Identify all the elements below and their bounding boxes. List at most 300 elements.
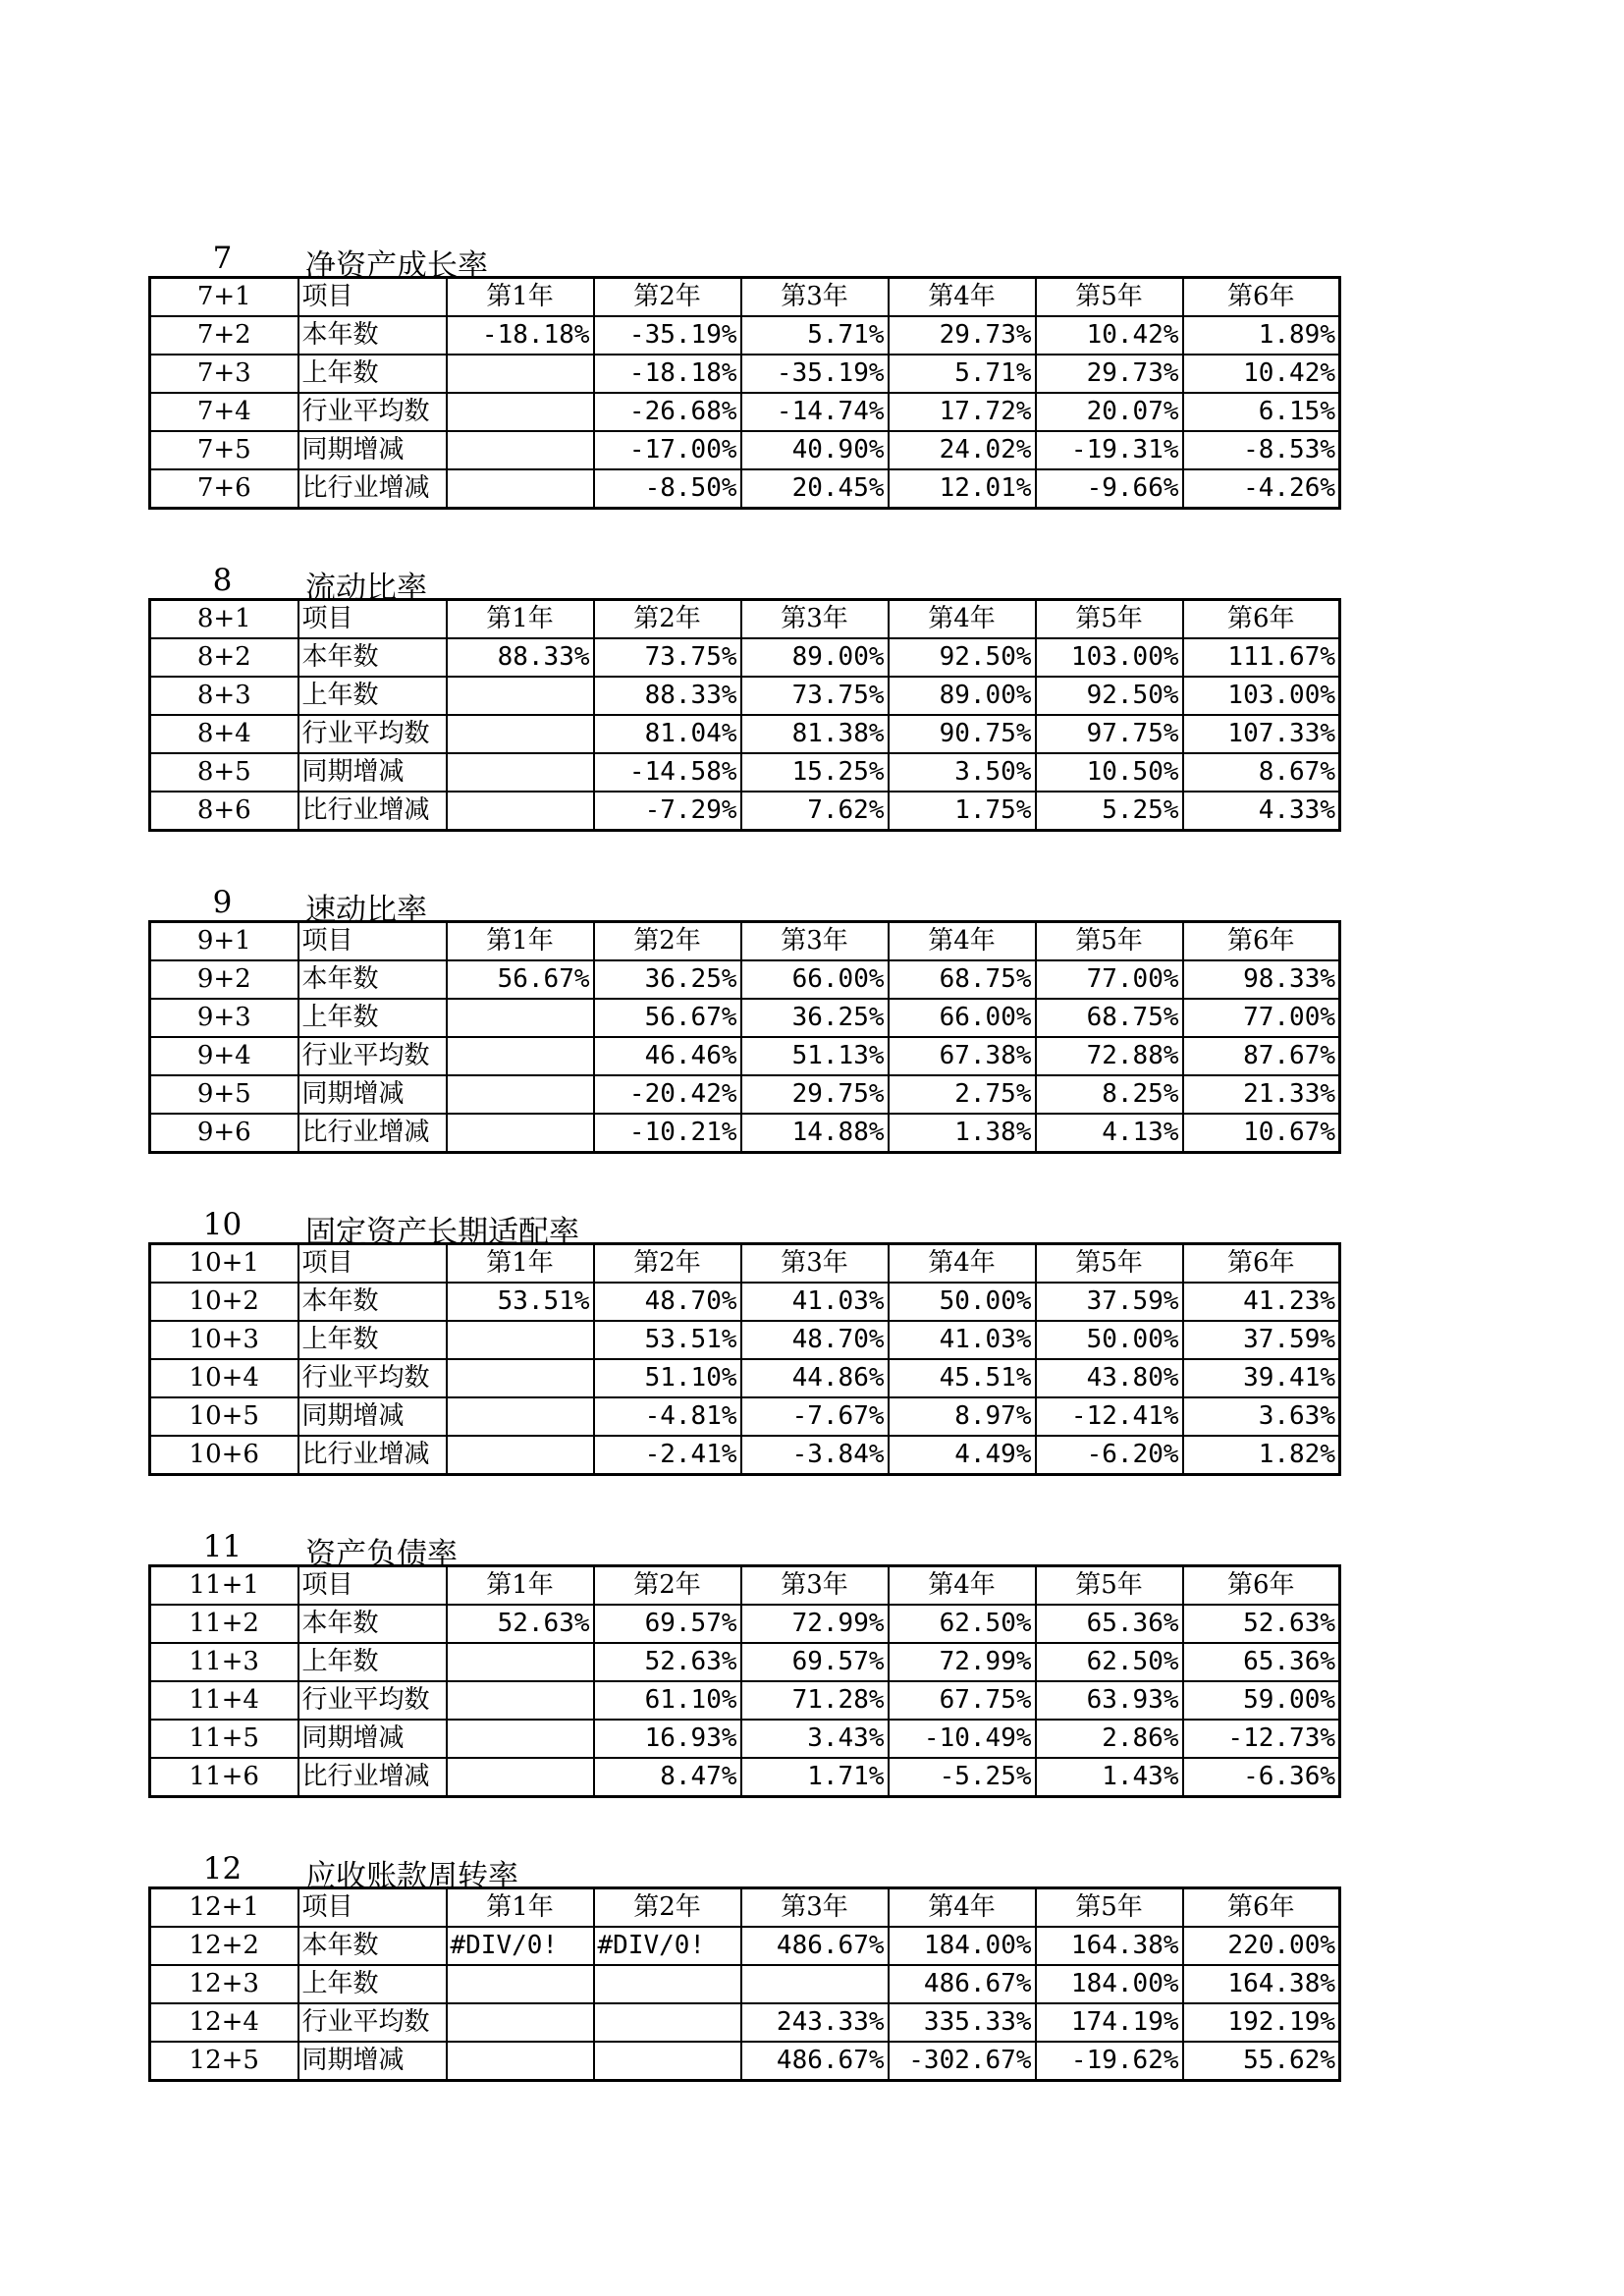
- year-header-cell[interactable]: 第1年: [447, 1888, 594, 1928]
- year-header-cell[interactable]: 第5年: [1036, 1566, 1183, 1606]
- value-cell[interactable]: 10.42%: [1183, 355, 1340, 393]
- row-label-cell[interactable]: 上年数: [298, 1643, 447, 1681]
- row-code-cell[interactable]: 8+5: [150, 753, 298, 792]
- value-cell[interactable]: 87.67%: [1183, 1037, 1340, 1075]
- row-label-cell[interactable]: 项目: [298, 922, 447, 961]
- value-cell[interactable]: 61.10%: [594, 1681, 741, 1720]
- table-row: [150, 1681, 1340, 1720]
- row-label-cell[interactable]: 项目: [298, 278, 447, 317]
- year-header-cell[interactable]: 第5年: [1036, 278, 1183, 317]
- value-cell[interactable]: -4.26%: [1183, 469, 1340, 509]
- value-cell[interactable]: 335.33%: [889, 2003, 1036, 2042]
- value-cell[interactable]: 2.75%: [889, 1075, 1036, 1114]
- row-code-cell[interactable]: 11+6: [150, 1758, 298, 1797]
- row-code-cell[interactable]: 9+4: [150, 1037, 298, 1075]
- value-cell[interactable]: 2.86%: [1036, 1720, 1183, 1758]
- row-label-cell[interactable]: 行业平均数: [298, 1359, 447, 1397]
- value-cell[interactable]: 66.00%: [741, 960, 889, 999]
- row-code-cell[interactable]: 11+2: [150, 1605, 298, 1643]
- row-label-cell[interactable]: 上年数: [298, 355, 447, 393]
- value-cell[interactable]: [447, 355, 594, 393]
- value-cell[interactable]: [447, 1037, 594, 1075]
- value-cell[interactable]: 10.50%: [1036, 753, 1183, 792]
- value-cell[interactable]: -9.66%: [1036, 469, 1183, 509]
- value-cell[interactable]: -14.58%: [594, 753, 741, 792]
- row-code-cell[interactable]: 9+3: [150, 999, 298, 1037]
- value-cell[interactable]: 65.36%: [1183, 1643, 1340, 1681]
- value-cell[interactable]: [447, 677, 594, 715]
- table-row: [150, 1037, 1340, 1075]
- value-cell[interactable]: 164.38%: [1183, 1965, 1340, 2003]
- year-header-cell[interactable]: 第2年: [594, 922, 741, 961]
- value-cell[interactable]: 174.19%: [1036, 2003, 1183, 2042]
- value-cell[interactable]: 3.63%: [1183, 1397, 1340, 1436]
- row-label-cell[interactable]: 比行业增减: [298, 1758, 447, 1797]
- row-label-cell[interactable]: 项目: [298, 1566, 447, 1606]
- value-cell[interactable]: -8.53%: [1183, 431, 1340, 469]
- value-cell[interactable]: 14.88%: [741, 1114, 889, 1153]
- value-cell[interactable]: 67.75%: [889, 1681, 1036, 1720]
- section-title: [148, 1849, 1338, 1894]
- table-row: [150, 355, 1340, 393]
- value-cell[interactable]: 164.38%: [1036, 1927, 1183, 1965]
- row-code-cell[interactable]: 10+5: [150, 1397, 298, 1436]
- row-code-cell[interactable]: 11+4: [150, 1681, 298, 1720]
- row-label-cell[interactable]: 行业平均数: [298, 1681, 447, 1720]
- value-cell[interactable]: [447, 2042, 594, 2081]
- year-header-cell[interactable]: 第5年: [1036, 922, 1183, 961]
- value-cell[interactable]: 68.75%: [889, 960, 1036, 999]
- value-cell[interactable]: 59.00%: [1183, 1681, 1340, 1720]
- value-cell[interactable]: 71.28%: [741, 1681, 889, 1720]
- value-cell[interactable]: [594, 1965, 741, 2003]
- value-cell[interactable]: 29.73%: [1036, 355, 1183, 393]
- value-cell[interactable]: 46.46%: [594, 1037, 741, 1075]
- year-header-cell[interactable]: 第4年: [889, 600, 1036, 639]
- value-cell[interactable]: 7.62%: [741, 792, 889, 831]
- value-cell[interactable]: 107.33%: [1183, 715, 1340, 753]
- value-cell[interactable]: 53.51%: [447, 1283, 594, 1321]
- value-cell[interactable]: #DIV/0!: [594, 1927, 741, 1965]
- value-cell[interactable]: 63.93%: [1036, 1681, 1183, 1720]
- table-row: [150, 1397, 1340, 1436]
- value-cell[interactable]: -26.68%: [594, 393, 741, 431]
- value-cell[interactable]: -6.36%: [1183, 1758, 1340, 1797]
- value-cell[interactable]: 486.67%: [889, 1965, 1036, 2003]
- row-code-cell[interactable]: 7+5: [150, 431, 298, 469]
- row-label-cell[interactable]: 本年数: [298, 1927, 447, 1965]
- value-cell[interactable]: -14.74%: [741, 393, 889, 431]
- value-cell[interactable]: 8.25%: [1036, 1075, 1183, 1114]
- table-row: [150, 393, 1340, 431]
- value-cell[interactable]: 184.00%: [889, 1927, 1036, 1965]
- value-cell[interactable]: -5.25%: [889, 1758, 1036, 1797]
- row-code-cell[interactable]: 12+1: [150, 1888, 298, 1928]
- value-cell[interactable]: -17.00%: [594, 431, 741, 469]
- value-cell[interactable]: 52.63%: [594, 1643, 741, 1681]
- value-cell[interactable]: -35.19%: [594, 316, 741, 355]
- value-cell[interactable]: 77.00%: [1036, 960, 1183, 999]
- value-cell[interactable]: [741, 1965, 889, 2003]
- value-cell[interactable]: -18.18%: [447, 316, 594, 355]
- value-cell[interactable]: [447, 1114, 594, 1153]
- row-code-cell[interactable]: 9+6: [150, 1114, 298, 1153]
- row-label-cell[interactable]: 项目: [298, 1888, 447, 1928]
- value-cell[interactable]: 52.63%: [1183, 1605, 1340, 1643]
- value-cell[interactable]: 97.75%: [1036, 715, 1183, 753]
- year-header-cell[interactable]: 第3年: [741, 1566, 889, 1606]
- value-cell[interactable]: 1.75%: [889, 792, 1036, 831]
- value-cell[interactable]: 12.01%: [889, 469, 1036, 509]
- row-label-cell[interactable]: 上年数: [298, 999, 447, 1037]
- row-code-cell[interactable]: 8+6: [150, 792, 298, 831]
- year-header-cell[interactable]: 第5年: [1036, 1888, 1183, 1928]
- row-label-cell[interactable]: 同期增减: [298, 1397, 447, 1436]
- value-cell[interactable]: [447, 1436, 594, 1475]
- year-header-cell[interactable]: 第5年: [1036, 600, 1183, 639]
- value-cell[interactable]: -4.81%: [594, 1397, 741, 1436]
- value-cell[interactable]: 1.43%: [1036, 1758, 1183, 1797]
- year-header-cell[interactable]: 第3年: [741, 922, 889, 961]
- section-title: [148, 1527, 1338, 1572]
- value-cell[interactable]: 5.25%: [1036, 792, 1183, 831]
- value-cell[interactable]: 3.43%: [741, 1720, 889, 1758]
- value-cell[interactable]: [447, 1643, 594, 1681]
- value-cell[interactable]: 1.71%: [741, 1758, 889, 1797]
- year-header-cell[interactable]: 第2年: [594, 1566, 741, 1606]
- value-cell[interactable]: [447, 1758, 594, 1797]
- ratio-table: [148, 598, 1341, 832]
- table-row: [150, 2042, 1340, 2081]
- value-cell[interactable]: 243.33%: [741, 2003, 889, 2042]
- value-cell[interactable]: 36.25%: [594, 960, 741, 999]
- row-code-cell[interactable]: 12+2: [150, 1927, 298, 1965]
- value-cell[interactable]: 39.41%: [1183, 1359, 1340, 1397]
- row-label-cell[interactable]: 行业平均数: [298, 715, 447, 753]
- table-row: [150, 715, 1340, 753]
- value-cell[interactable]: 41.03%: [889, 1321, 1036, 1359]
- row-code-cell[interactable]: 8+2: [150, 638, 298, 677]
- year-header-cell[interactable]: 第1年: [447, 1566, 594, 1606]
- row-label-cell[interactable]: 同期增减: [298, 2042, 447, 2081]
- value-cell[interactable]: 6.15%: [1183, 393, 1340, 431]
- row-code-cell[interactable]: 11+3: [150, 1643, 298, 1681]
- value-cell[interactable]: [447, 753, 594, 792]
- row-code-cell[interactable]: 12+3: [150, 1965, 298, 2003]
- row-label-cell[interactable]: 比行业增减: [298, 792, 447, 831]
- row-code-cell[interactable]: 12+5: [150, 2042, 298, 2081]
- value-cell[interactable]: 486.67%: [741, 1927, 889, 1965]
- row-label-cell[interactable]: 本年数: [298, 960, 447, 999]
- value-cell[interactable]: 5.71%: [741, 316, 889, 355]
- value-cell[interactable]: 3.50%: [889, 753, 1036, 792]
- year-header-cell[interactable]: 第2年: [594, 1888, 741, 1928]
- value-cell[interactable]: 8.97%: [889, 1397, 1036, 1436]
- value-cell[interactable]: 68.75%: [1036, 999, 1183, 1037]
- value-cell[interactable]: 90.75%: [889, 715, 1036, 753]
- year-header-cell[interactable]: 第6年: [1183, 1566, 1340, 1606]
- section-title: [148, 239, 1338, 284]
- value-cell[interactable]: 21.33%: [1183, 1075, 1340, 1114]
- value-cell[interactable]: 67.38%: [889, 1037, 1036, 1075]
- value-cell[interactable]: 89.00%: [889, 677, 1036, 715]
- value-cell[interactable]: 1.89%: [1183, 316, 1340, 355]
- row-code-cell[interactable]: 9+5: [150, 1075, 298, 1114]
- value-cell[interactable]: [447, 715, 594, 753]
- value-cell[interactable]: [594, 2042, 741, 2081]
- value-cell[interactable]: 24.02%: [889, 431, 1036, 469]
- row-code-cell[interactable]: 7+2: [150, 316, 298, 355]
- value-cell[interactable]: 66.00%: [889, 999, 1036, 1037]
- row-label-cell[interactable]: 本年数: [298, 638, 447, 677]
- section-name: 固定资产长期适配率: [305, 1215, 579, 1250]
- value-cell[interactable]: -12.73%: [1183, 1720, 1340, 1758]
- row-code-cell[interactable]: 12+4: [150, 2003, 298, 2042]
- row-code-cell[interactable]: 10+3: [150, 1321, 298, 1359]
- value-cell[interactable]: [447, 1397, 594, 1436]
- value-cell[interactable]: -35.19%: [741, 355, 889, 393]
- value-cell[interactable]: -2.41%: [594, 1436, 741, 1475]
- value-cell[interactable]: 29.73%: [889, 316, 1036, 355]
- value-cell[interactable]: 20.07%: [1036, 393, 1183, 431]
- value-cell[interactable]: -19.31%: [1036, 431, 1183, 469]
- value-cell[interactable]: 92.50%: [1036, 677, 1183, 715]
- row-label-cell[interactable]: 上年数: [298, 677, 447, 715]
- table-row: [150, 960, 1340, 999]
- value-cell[interactable]: 50.00%: [889, 1283, 1036, 1321]
- value-cell[interactable]: -6.20%: [1036, 1436, 1183, 1475]
- ratio-table: [148, 920, 1341, 1154]
- year-header-cell[interactable]: 第4年: [889, 922, 1036, 961]
- value-cell[interactable]: 5.71%: [889, 355, 1036, 393]
- value-cell[interactable]: 72.99%: [741, 1605, 889, 1643]
- row-label-cell[interactable]: 比行业增减: [298, 1114, 447, 1153]
- year-header-cell[interactable]: 第4年: [889, 278, 1036, 317]
- row-code-cell[interactable]: 10+4: [150, 1359, 298, 1397]
- value-cell[interactable]: 53.51%: [594, 1321, 741, 1359]
- value-cell[interactable]: 55.62%: [1183, 2042, 1340, 2081]
- value-cell[interactable]: 62.50%: [1036, 1643, 1183, 1681]
- year-header-cell[interactable]: 第3年: [741, 278, 889, 317]
- value-cell[interactable]: -10.49%: [889, 1720, 1036, 1758]
- value-cell[interactable]: 41.03%: [741, 1283, 889, 1321]
- value-cell[interactable]: 73.75%: [594, 638, 741, 677]
- row-code-cell[interactable]: 10+6: [150, 1436, 298, 1475]
- value-cell[interactable]: [447, 431, 594, 469]
- value-cell[interactable]: 48.70%: [741, 1321, 889, 1359]
- year-header-cell[interactable]: 第1年: [447, 1244, 594, 1284]
- table-row: [150, 1075, 1340, 1114]
- value-cell[interactable]: 72.88%: [1036, 1037, 1183, 1075]
- row-code-cell[interactable]: 7+3: [150, 355, 298, 393]
- value-cell[interactable]: [447, 1321, 594, 1359]
- value-cell[interactable]: 29.75%: [741, 1075, 889, 1114]
- ratio-table: [148, 1242, 1341, 1476]
- value-cell[interactable]: 65.36%: [1036, 1605, 1183, 1643]
- value-cell[interactable]: 20.45%: [741, 469, 889, 509]
- row-code-cell[interactable]: 10+1: [150, 1244, 298, 1284]
- value-cell[interactable]: 36.25%: [741, 999, 889, 1037]
- value-cell[interactable]: 77.00%: [1183, 999, 1340, 1037]
- value-cell[interactable]: 37.59%: [1183, 1321, 1340, 1359]
- table-row: [150, 469, 1340, 509]
- row-code-cell[interactable]: 8+1: [150, 600, 298, 639]
- ratio-section: [148, 561, 1338, 832]
- value-cell[interactable]: 51.13%: [741, 1037, 889, 1075]
- year-header-cell[interactable]: 第6年: [1183, 922, 1340, 961]
- year-header-cell[interactable]: 第1年: [447, 600, 594, 639]
- value-cell[interactable]: 15.25%: [741, 753, 889, 792]
- row-label-cell[interactable]: 比行业增减: [298, 469, 447, 509]
- row-label-cell[interactable]: 本年数: [298, 1605, 447, 1643]
- value-cell[interactable]: 50.00%: [1036, 1321, 1183, 1359]
- row-label-cell[interactable]: 上年数: [298, 1321, 447, 1359]
- value-cell[interactable]: 4.49%: [889, 1436, 1036, 1475]
- value-cell[interactable]: 43.80%: [1036, 1359, 1183, 1397]
- value-cell[interactable]: 192.19%: [1183, 2003, 1340, 2042]
- value-cell[interactable]: 220.00%: [1183, 1927, 1340, 1965]
- value-cell[interactable]: [447, 999, 594, 1037]
- value-cell[interactable]: 103.00%: [1036, 638, 1183, 677]
- value-cell[interactable]: -18.18%: [594, 355, 741, 393]
- value-cell[interactable]: -20.42%: [594, 1075, 741, 1114]
- value-cell[interactable]: 69.57%: [741, 1643, 889, 1681]
- value-cell[interactable]: 62.50%: [889, 1605, 1036, 1643]
- row-label-cell[interactable]: 本年数: [298, 1283, 447, 1321]
- value-cell[interactable]: 51.10%: [594, 1359, 741, 1397]
- value-cell[interactable]: 44.86%: [741, 1359, 889, 1397]
- row-label-cell[interactable]: 行业平均数: [298, 1037, 447, 1075]
- row-code-cell[interactable]: 9+1: [150, 922, 298, 961]
- value-cell[interactable]: 37.59%: [1036, 1283, 1183, 1321]
- year-header-cell[interactable]: 第3年: [741, 600, 889, 639]
- year-header-cell[interactable]: 第2年: [594, 1244, 741, 1284]
- value-cell[interactable]: -7.67%: [741, 1397, 889, 1436]
- value-cell[interactable]: [447, 1965, 594, 2003]
- value-cell[interactable]: 73.75%: [741, 677, 889, 715]
- value-cell[interactable]: [447, 1681, 594, 1720]
- year-header-cell[interactable]: 第6年: [1183, 1244, 1340, 1284]
- value-cell[interactable]: 92.50%: [889, 638, 1036, 677]
- value-cell[interactable]: 81.04%: [594, 715, 741, 753]
- row-label-cell[interactable]: 项目: [298, 600, 447, 639]
- year-header-cell[interactable]: 第4年: [889, 1244, 1036, 1284]
- row-code-cell[interactable]: 8+3: [150, 677, 298, 715]
- value-cell[interactable]: 45.51%: [889, 1359, 1036, 1397]
- ratio-table: [148, 276, 1341, 510]
- value-cell[interactable]: 52.63%: [447, 1605, 594, 1643]
- value-cell[interactable]: 69.57%: [594, 1605, 741, 1643]
- value-cell[interactable]: 72.99%: [889, 1643, 1036, 1681]
- value-cell[interactable]: 10.67%: [1183, 1114, 1340, 1153]
- year-header-cell[interactable]: 第6年: [1183, 1888, 1340, 1928]
- year-header-cell[interactable]: 第3年: [741, 1244, 889, 1284]
- table-row: [150, 1720, 1340, 1758]
- value-cell[interactable]: 8.67%: [1183, 753, 1340, 792]
- value-cell[interactable]: [447, 1720, 594, 1758]
- row-label-cell[interactable]: 行业平均数: [298, 2003, 447, 2042]
- value-cell[interactable]: -12.41%: [1036, 1397, 1183, 1436]
- year-header-cell[interactable]: 第4年: [889, 1566, 1036, 1606]
- row-label-cell[interactable]: 本年数: [298, 316, 447, 355]
- value-cell[interactable]: 88.33%: [594, 677, 741, 715]
- value-cell[interactable]: -19.62%: [1036, 2042, 1183, 2081]
- value-cell[interactable]: [447, 792, 594, 831]
- value-cell[interactable]: [447, 393, 594, 431]
- value-cell[interactable]: 103.00%: [1183, 677, 1340, 715]
- row-label-cell[interactable]: 同期增减: [298, 1720, 447, 1758]
- value-cell[interactable]: 1.38%: [889, 1114, 1036, 1153]
- value-cell[interactable]: 4.13%: [1036, 1114, 1183, 1153]
- value-cell[interactable]: [447, 469, 594, 509]
- year-header-cell[interactable]: 第2年: [594, 278, 741, 317]
- year-header-cell[interactable]: 第3年: [741, 1888, 889, 1928]
- year-header-cell[interactable]: 第5年: [1036, 1244, 1183, 1284]
- value-cell[interactable]: 89.00%: [741, 638, 889, 677]
- value-cell[interactable]: [447, 1075, 594, 1114]
- value-cell[interactable]: -8.50%: [594, 469, 741, 509]
- row-code-cell[interactable]: 7+6: [150, 469, 298, 509]
- value-cell[interactable]: [594, 2003, 741, 2042]
- row-label-cell[interactable]: 项目: [298, 1244, 447, 1284]
- value-cell[interactable]: 88.33%: [447, 638, 594, 677]
- row-label-cell[interactable]: 同期增减: [298, 431, 447, 469]
- row-code-cell[interactable]: 11+1: [150, 1566, 298, 1606]
- value-cell[interactable]: 1.82%: [1183, 1436, 1340, 1475]
- value-cell[interactable]: -3.84%: [741, 1436, 889, 1475]
- row-label-cell[interactable]: 行业平均数: [298, 393, 447, 431]
- year-header-cell[interactable]: 第2年: [594, 600, 741, 639]
- value-cell[interactable]: 10.42%: [1036, 316, 1183, 355]
- value-cell[interactable]: 41.23%: [1183, 1283, 1340, 1321]
- value-cell[interactable]: 17.72%: [889, 393, 1036, 431]
- value-cell[interactable]: -7.29%: [594, 792, 741, 831]
- row-code-cell[interactable]: 9+2: [150, 960, 298, 999]
- value-cell[interactable]: #DIV/0!: [447, 1927, 594, 1965]
- year-header-cell[interactable]: 第6年: [1183, 600, 1340, 639]
- value-cell[interactable]: 4.33%: [1183, 792, 1340, 831]
- row-code-cell[interactable]: 8+4: [150, 715, 298, 753]
- year-header-cell[interactable]: 第4年: [889, 1888, 1036, 1928]
- value-cell[interactable]: -302.67%: [889, 2042, 1036, 2081]
- value-cell[interactable]: 40.90%: [741, 431, 889, 469]
- row-label-cell[interactable]: 同期增减: [298, 1075, 447, 1114]
- value-cell[interactable]: 184.00%: [1036, 1965, 1183, 2003]
- year-header-cell[interactable]: 第1年: [447, 922, 594, 961]
- row-label-cell[interactable]: 比行业增减: [298, 1436, 447, 1475]
- value-cell[interactable]: 111.67%: [1183, 638, 1340, 677]
- value-cell[interactable]: 16.93%: [594, 1720, 741, 1758]
- value-cell[interactable]: 8.47%: [594, 1758, 741, 1797]
- row-code-cell[interactable]: 10+2: [150, 1283, 298, 1321]
- value-cell[interactable]: [447, 2003, 594, 2042]
- value-cell[interactable]: 486.67%: [741, 2042, 889, 2081]
- value-cell[interactable]: 48.70%: [594, 1283, 741, 1321]
- row-code-cell[interactable]: 11+5: [150, 1720, 298, 1758]
- value-cell[interactable]: 56.67%: [447, 960, 594, 999]
- value-cell[interactable]: -10.21%: [594, 1114, 741, 1153]
- row-label-cell[interactable]: 上年数: [298, 1965, 447, 2003]
- value-cell[interactable]: 81.38%: [741, 715, 889, 753]
- year-header-cell[interactable]: 第6年: [1183, 278, 1340, 317]
- value-cell[interactable]: 56.67%: [594, 999, 741, 1037]
- row-code-cell[interactable]: 7+4: [150, 393, 298, 431]
- row-code-cell[interactable]: 7+1: [150, 278, 298, 317]
- value-cell[interactable]: [447, 1359, 594, 1397]
- row-label-cell[interactable]: 同期增减: [298, 753, 447, 792]
- year-header-cell[interactable]: 第1年: [447, 278, 594, 317]
- value-cell[interactable]: 98.33%: [1183, 960, 1340, 999]
